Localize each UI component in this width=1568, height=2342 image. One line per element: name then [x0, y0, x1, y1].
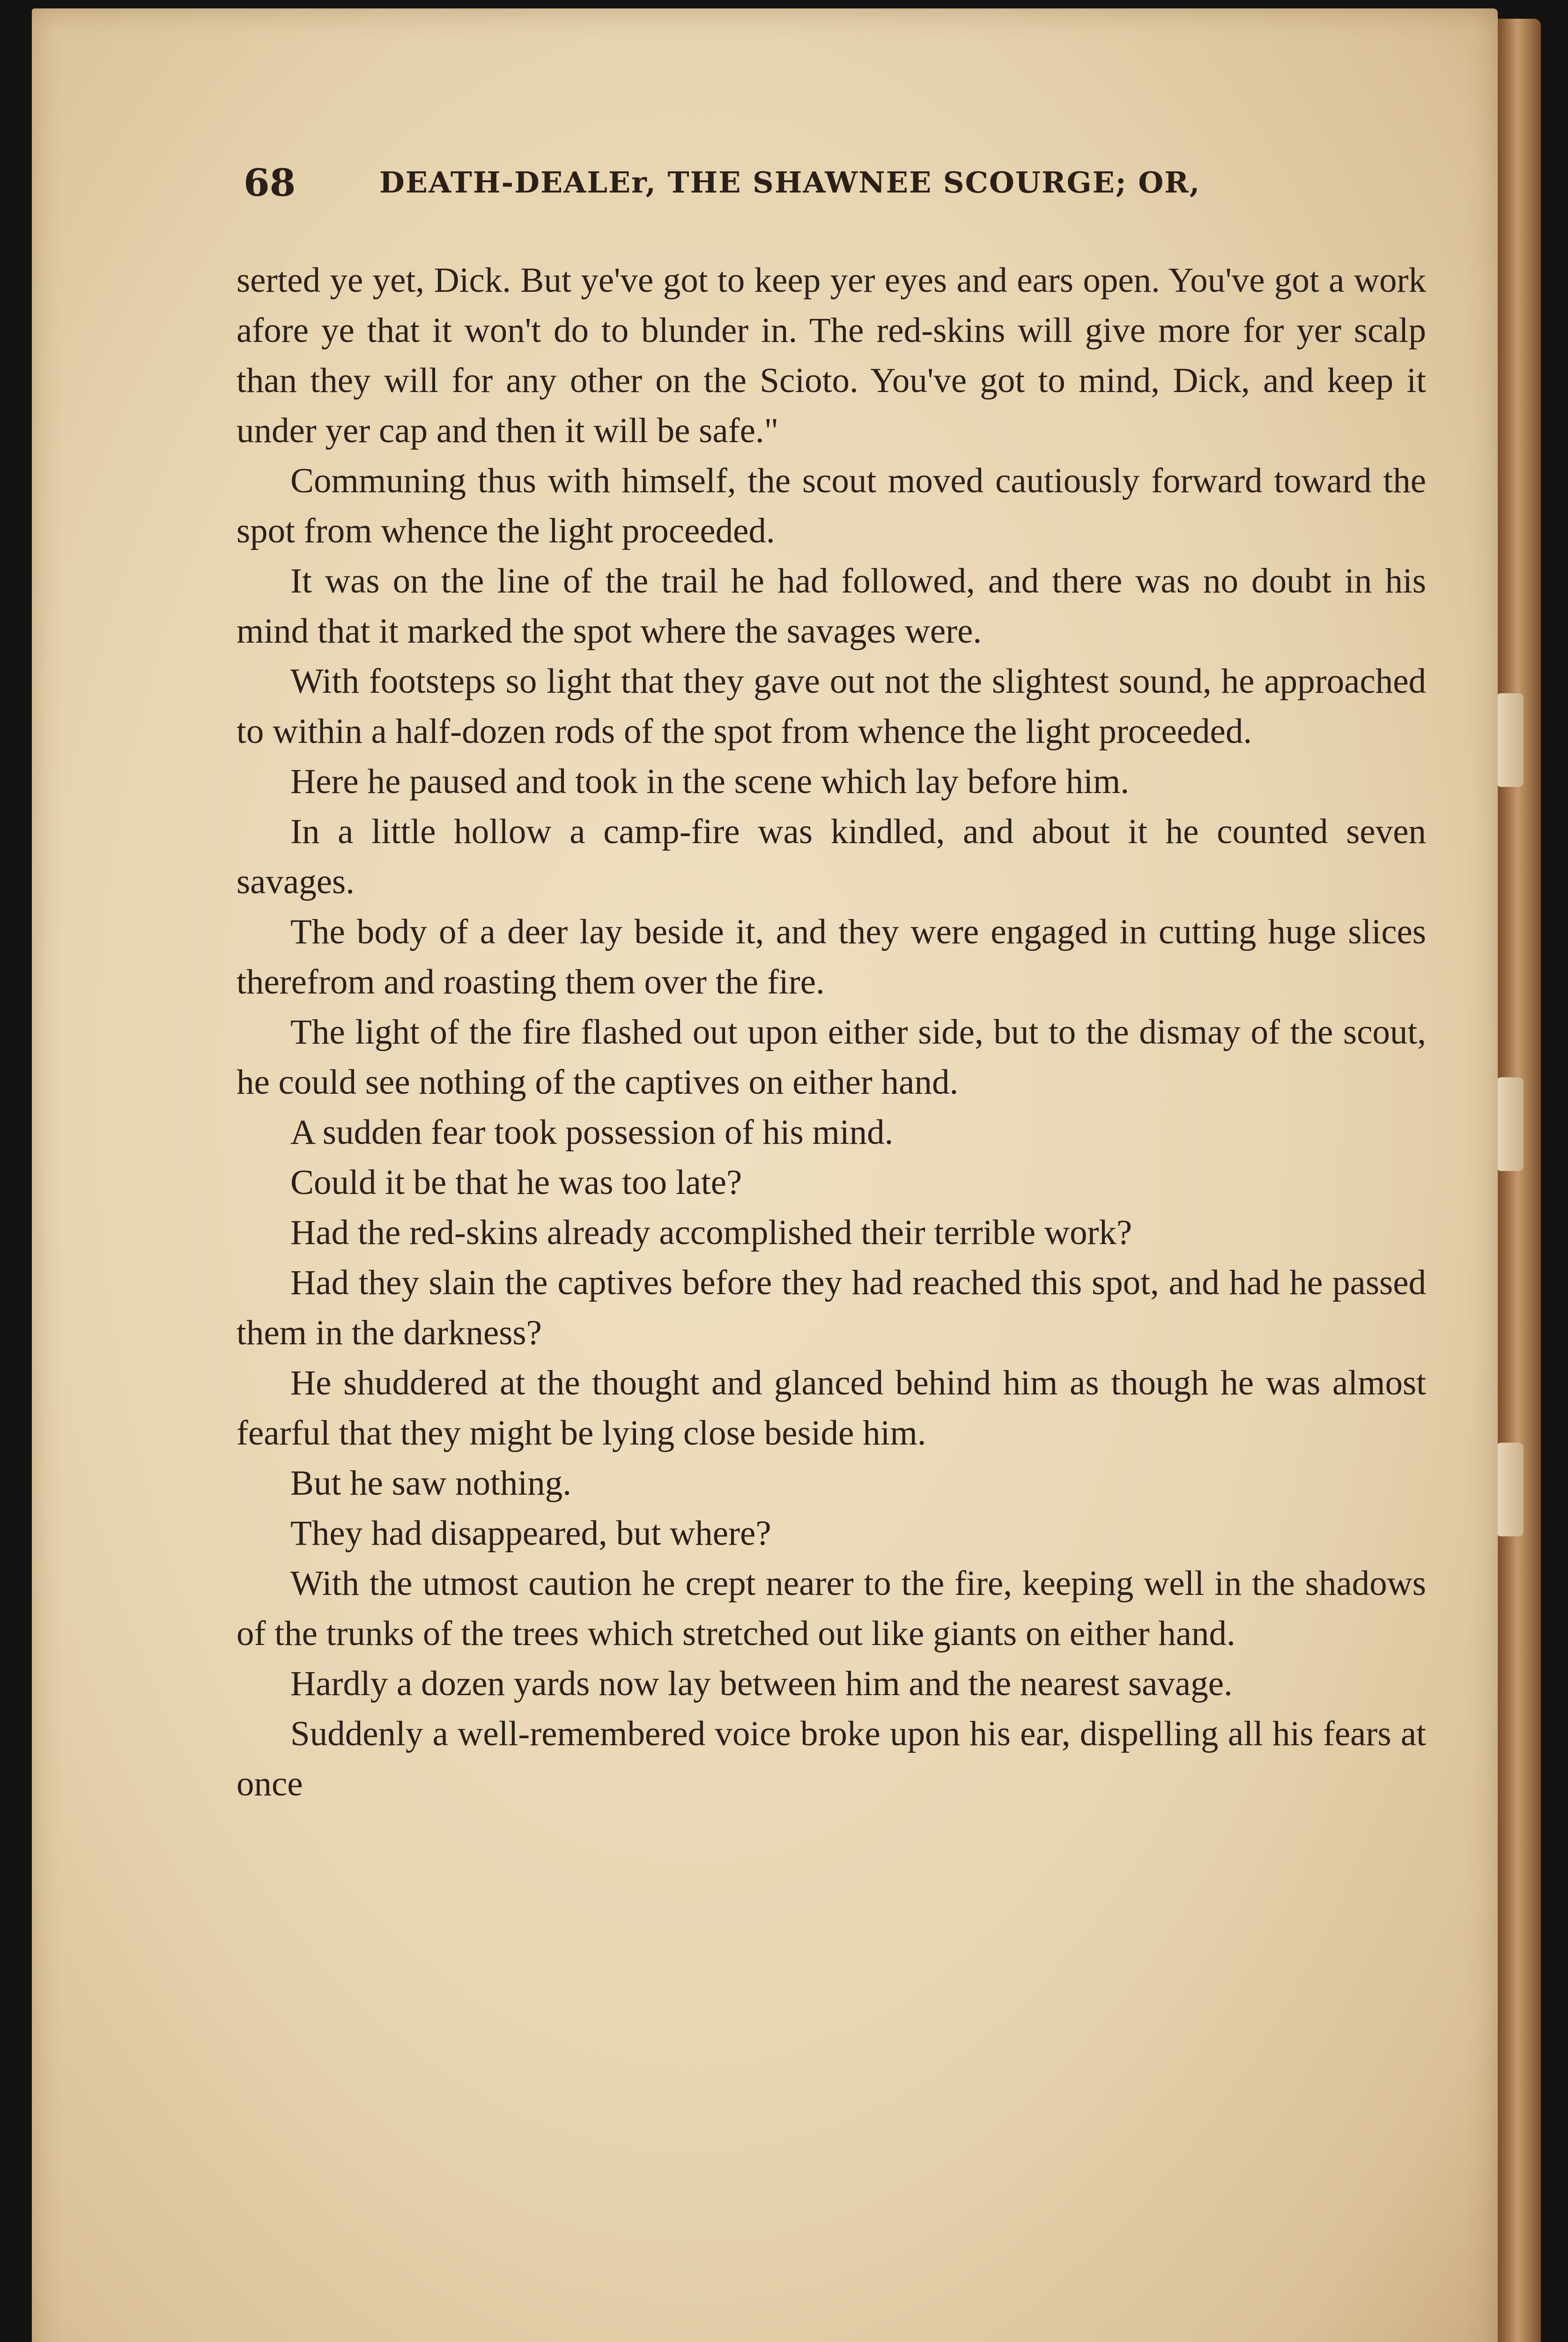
paragraph: The light of the fire flashed out upon either side, but to the dismay of the scout, he could see nothing of the captives on either hand. [237, 1013, 1426, 1102]
running-head: DEATH-DEALEr, THE SHAWNEE SCOURGE; OR, [379, 165, 1201, 200]
paragraph: Could it be that he was too late? [290, 1163, 742, 1202]
paragraph: But he saw nothing. [290, 1464, 571, 1503]
page-number: 68 [244, 161, 296, 205]
page-damage-mark [1496, 1443, 1524, 1536]
paragraph: In a little hollow a camp-fire was kindled, and about it he counted seven savages. [237, 812, 1426, 901]
page-damage-mark [1496, 1077, 1524, 1171]
paragraph: Communing thus with himself, the scout moved cautiously forward toward the spot from whence the light proceeded. [237, 461, 1426, 550]
paragraph: With footsteps so light that they gave out not the slightest sound, he approached to within a half-dozen rods of the spot from whence the light proceeded. [237, 662, 1426, 751]
paragraph: With the utmost caution he crept nearer to the fire, keeping well in the shadows of the trunks of the trees which stretched out like giants on either hand. [237, 1564, 1426, 1653]
paragraph: Had the red-skins already accomplished their terrible work? [290, 1213, 1132, 1252]
paragraph: Hardly a dozen yards now lay between him and the nearest savage. [290, 1664, 1233, 1703]
paragraph: The body of a deer lay beside it, and they were engaged in cutting huge slices therefrom and roasting them over the fire. [237, 912, 1426, 1001]
paragraph: serted ye yet, Dick. But ye've got to keep yer eyes and ears open. You've got a work afore ye that it won't do to blunder in. The red-skins will give more for yer scalp than they will for any other on the Scioto. You've got to mind, Dick, and keep it under yer cap and then it will be safe." [237, 261, 1426, 450]
paragraph: He shuddered at the thought and glanced behind him as though he was almost fearful that they might be lying close beside him. [237, 1364, 1426, 1453]
page-damage-mark [1496, 693, 1524, 787]
paragraph: They had disappeared, but where? [290, 1514, 771, 1553]
paragraph: Had they slain the captives before they had reached this spot, and had he passed them in the darkness? [237, 1263, 1426, 1352]
paragraph: Suddenly a well-remembered voice broke upon his ear, dispelling all his fears at once [237, 1714, 1426, 1803]
page-header [244, 157, 1391, 208]
paragraph: Here he paused and took in the scene which lay before him. [290, 762, 1130, 801]
paragraph: A sudden fear took possession of his mind. [290, 1113, 894, 1152]
body-text [237, 255, 1426, 1809]
paragraph: It was on the line of the trail he had followed, and there was no doubt in his mind that it marked the spot where the savages were. [237, 562, 1426, 651]
